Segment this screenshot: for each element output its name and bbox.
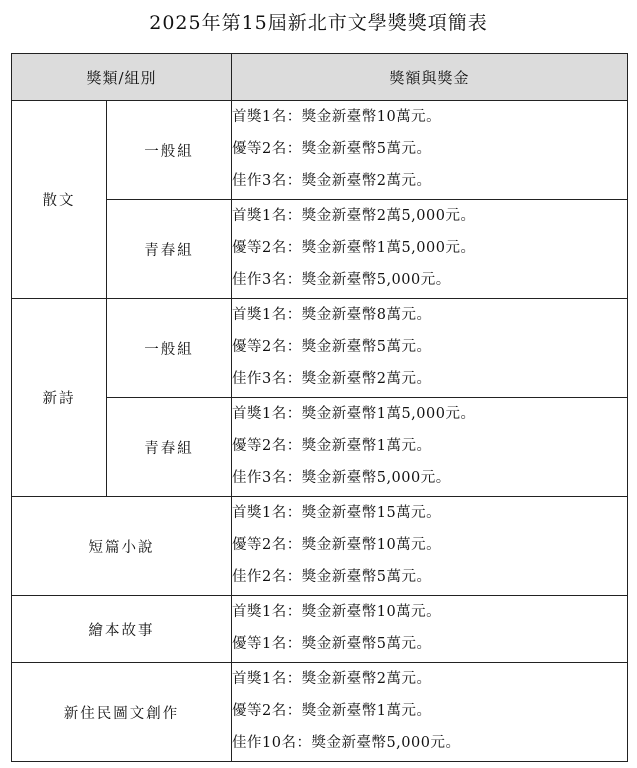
subgroup-prose-youth: 青春組	[107, 200, 232, 299]
prize-line: 首獎1名：獎金新臺幣10萬元。	[232, 109, 442, 125]
awards-table	[11, 53, 628, 762]
prize-line: 優等2名：獎金新臺幣1萬元。	[232, 703, 432, 719]
prize-line: 優等2名：獎金新臺幣1萬元。	[232, 438, 432, 454]
prize-line: 首獎1名：獎金新臺幣15萬元。	[232, 505, 442, 521]
prize-line: 首獎1名：獎金新臺幣2萬5,000元。	[232, 208, 476, 224]
prize-line: 優等2名：獎金新臺幣10萬元。	[232, 537, 442, 553]
table-row	[12, 663, 628, 762]
prize-line: 首獎1名：獎金新臺幣2萬元。	[232, 671, 432, 687]
category-immigrant: 新住民圖文創作	[12, 663, 232, 762]
prize-line: 優等1名：獎金新臺幣5萬元。	[232, 636, 432, 652]
table-row	[12, 101, 628, 200]
table-row	[12, 497, 628, 596]
prizes-short-story	[232, 497, 628, 596]
prize-line: 佳作2名：獎金新臺幣5萬元。	[232, 569, 432, 585]
prizes-picture-book	[232, 596, 628, 663]
header-prizes: 獎額與獎金	[232, 54, 628, 101]
table-row	[12, 596, 628, 663]
page-title: 2025年第15屆新北市文學獎獎項簡表	[149, 12, 488, 34]
category-short-story: 短篇小說	[12, 497, 232, 596]
prizes-prose-general	[232, 101, 628, 200]
prizes-immigrant	[232, 663, 628, 762]
prize-line: 首獎1名：獎金新臺幣1萬5,000元。	[232, 406, 476, 422]
prize-line: 優等2名：獎金新臺幣5萬元。	[232, 141, 432, 157]
prize-line: 優等2名：獎金新臺幣5萬元。	[232, 339, 432, 355]
prize-line: 佳作10名：獎金新臺幣5,000元。	[232, 735, 461, 751]
category-poetry: 新詩	[12, 299, 107, 497]
category-prose: 散文	[12, 101, 107, 299]
prize-line: 佳作3名：獎金新臺幣2萬元。	[232, 173, 432, 189]
prizes-prose-youth	[232, 200, 628, 299]
prize-line: 佳作3名：獎金新臺幣2萬元。	[232, 371, 432, 387]
header-category: 獎類/組別	[12, 54, 232, 101]
prize-line: 優等2名：獎金新臺幣1萬5,000元。	[232, 240, 476, 256]
category-picture-book: 繪本故事	[12, 596, 232, 663]
subgroup-poetry-youth: 青春組	[107, 398, 232, 497]
table-row	[12, 299, 628, 398]
prize-line: 首獎1名：獎金新臺幣8萬元。	[232, 307, 432, 323]
prizes-poetry-youth	[232, 398, 628, 497]
prize-line: 佳作3名：獎金新臺幣5,000元。	[232, 272, 451, 288]
prize-line: 佳作3名：獎金新臺幣5,000元。	[232, 470, 451, 486]
table-header-row	[12, 54, 628, 101]
prizes-poetry-general	[232, 299, 628, 398]
subgroup-poetry-general: 一般組	[107, 299, 232, 398]
subgroup-prose-general: 一般組	[107, 101, 232, 200]
prize-line: 首獎1名：獎金新臺幣10萬元。	[232, 604, 442, 620]
